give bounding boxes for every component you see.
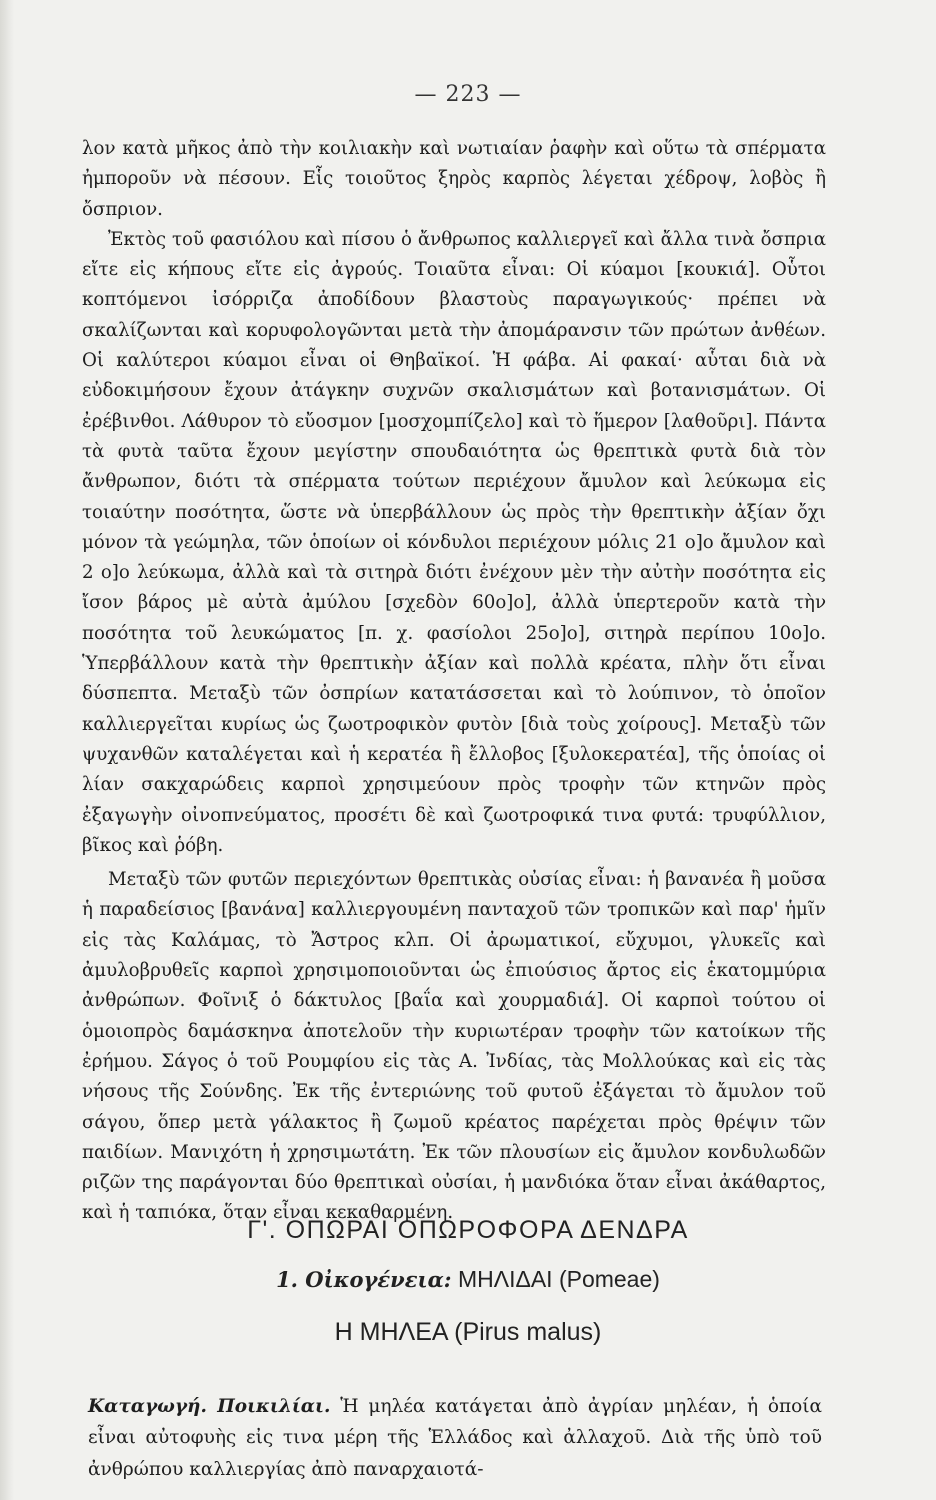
paragraph-4-text: Ἡ μηλέα κατάγεται ἀπὸ ἀγρίαν μηλέαν, ἡ ὁποία εἶναι αὐτοφυὴς εἰς τινα μέρη τῆς Ἑλλάδος καὶ ἀλλαχοῦ. Διὰ τῆς ὑπὸ τοῦ ἀνθρώπου καλλιεργίας ἀπὸ παναρχαιοτά-: [88, 1395, 823, 1480]
paragraph-1: λον κατὰ μῆκος ἀπὸ τὴν κοιλιακὴν καὶ νωτιαίαν ῥαφὴν καὶ οὕτω τὰ σπέρματα ἠμποροῦν νὰ πέσουν. Εἷς τοιοῦτος ξηρὸς καρπὸς λέγεται χέδροψ, λοβὸς ἢ ὄσπριον.: [82, 138, 826, 220]
family-heading-text: ΜΗΛΙΔΑΙ (Pomeae): [457, 1266, 660, 1292]
paragraph-4-lead: Καταγωγή. Ποικιλίαι.: [88, 1395, 331, 1417]
section-heading: Γ'. ΟΠΩΡΑΙ ΟΠΩΡΟΦΟΡΑ ΔΕΝΔΡΑ: [247, 1216, 689, 1244]
paragraph-2: Ἐκτὸς τοῦ φασιόλου καὶ πίσου ὁ ἄνθρωπος καλλιεργεῖ καὶ ἄλλα τινὰ ὄσπρια εἴτε εἰς κήπους εἴτε εἰς ἀγρούς. Τοιαῦτα εἶναι: Οἱ κύαμοι [κουκιά]. Οὗτοι κοπτόμενοι ἰσόρριζα ἀποδίδουν βλαστοὺς παραγωγικούς· πρέπει νὰ σκαλίζωνται καὶ κορυφολογῶνται μετὰ τὴν ἀπομάρανσιν τῶν πρώτων ἀνθέων. Οἱ καλύτεροι κύαμοι εἶναι οἱ Θηβαϊκοί. Ἡ φάβα. Αἱ φακαί· αὗται διὰ νὰ εὐδοκιμήσουν ἔχουν ἀτάγκην συχνῶν σκαλισμάτων καὶ βοτανισμάτων. Οἱ ἐρέβινθοι. Λάθυρον τὸ εὔοσμον [μοσχομπίζελο] καὶ τὸ ἥμερον [λαθοῦρι]. Πάντα τὰ φυτὰ ταῦτα ἔχουν μεγίστην σπουδαιότητα ὡς θρεπτικὰ φυτὰ διὰ τὸν ἄνθρωπον, διότι τὰ σπέρματα τούτων περιέχουν ἄμυλον καὶ λεύκωμα εἰς τοιαύτην ποσότητα, ὥστε νὰ ὑπερβάλλουν ὡς πρὸς τὴν θρεπτικὴν ἀξίαν ὄχι μόνον τὰ γεώμηλα, τῶν ὁποίων οἱ κόνδυλοι περιέχουν μόλις 21 ο]ο ἄμυλον καὶ 2 ο]ο λεύκωμα, ἀλλὰ καὶ τὰ σιτηρὰ διότι ἐνέχουν μὲν τὴν αὐτὴν ποσότητα εἰς ἴσον βάρος μὲ αὐτὰ ἀμύλου [σχεδὸν 60ο]ο], ἀλλὰ ὑπερτεροῦν κατὰ τὴν ποσότητα τοῦ λευκώματος [π. χ. φασίολοι 25ο]ο], σιτηρὰ περίπου 10ο]ο. Ὑπερβάλλουν κατὰ τὴν θρεπτικὴν ἀξίαν καὶ πολλὰ κρέατα, πλὴν ὅτι εἶναι δύσπεπτα. Μεταξὺ τῶν ὀσπρίων κατατάσσεται καὶ τὸ λούπινον, τὸ ὁποῖον καλλιεργεῖται κυρίως ὡς ζωοτροφικὸν φυτὸν [διὰ τοὺς χοίρους]. Μεταξὺ τῶν ψυχανθῶν καταλέγεται καὶ ἡ κερατέα ἢ ἔλλοβος [ξυλοκερατέα], τῆς ὁποίας οἱ λίαν σακχαρώδεις καρποὶ χρησιμεύουν πρὸς τροφὴν τῶν κτηνῶν πρὸς ἐξαγωγὴν οἰνοπνεύματος, προσέτι δὲ καὶ ζωοτροφικά τινα φυτά: τρυφύλλιον, βῖκος καὶ ῥόβη.: [82, 228, 826, 856]
family-heading-label: 1. Οἰκογένεια:: [276, 1267, 452, 1292]
species-heading: Η ΜΗΛΕΑ (Pirus malus): [334, 1318, 602, 1346]
family-heading: [0, 1266, 936, 1293]
page-number: — 223 —: [414, 82, 522, 107]
paragraph-3: Μεταξὺ τῶν φυτῶν περιεχόντων θρεπτικὰς οὐσίας εἶναι: ἡ βανανέα ἢ μοῦσα ἡ παραδείσιος [βανάνα] καλλιεργουμένη πανταχοῦ τῶν τροπικῶν καὶ παρ' ἡμῖν εἰς τὰς Καλάμας, τὸ Ἄστρος κλπ. Οἱ ἀρωματικοί, εὔχυμοι, γλυκεῖς καὶ ἀμυλοβρυθεῖς καρποὶ χρησιμοποιοῦνται ὡς ἐπιούσιος ἄρτος εἰς ἑκατομμύρια ἀνθρώπων. Φοῖνιξ ὁ δάκτυλος [βαΐα καὶ χουρμαδιά]. Οἱ καρποὶ τούτου οἱ ὁμοιοπρὸς δαμάσκηνα ἀποτελοῦν τὴν κυριωτέραν τροφὴν τῶν κατοίκων τῆς ἐρήμου. Σάγος ὁ τοῦ Ρουμφίου εἰς τὰς Α. Ἰνδίας, τὰς Μολλούκας καὶ εἰς τὰς νήσους τῆς Σούνδης. Ἐκ τῆς ἐντεριώνης τοῦ φυτοῦ ἐξάγεται τὸ ἄμυλον τοῦ σάγου, ὅπερ μετὰ γάλακτος ἢ ζωμοῦ κρέατος παρέχεται πρὸς θρέψιν τῶν παιδίων. Μανιχότη ἡ χρησιμωτάτη. Ἐκ τῶν πλουσίων εἰς ἄμυλον κονδυλωδῶν ριζῶν της παράγονται δύο θρεπτικαὶ οὐσίαι, ἡ μανδιόκα ὅταν εἶναι ἀκάθαρτος, καὶ ἡ ταπιόκα, ὅταν εἶναι κεκαθαρμένη.: [82, 869, 826, 1224]
body-text: [82, 134, 826, 1229]
paragraph-4: [88, 1391, 822, 1486]
